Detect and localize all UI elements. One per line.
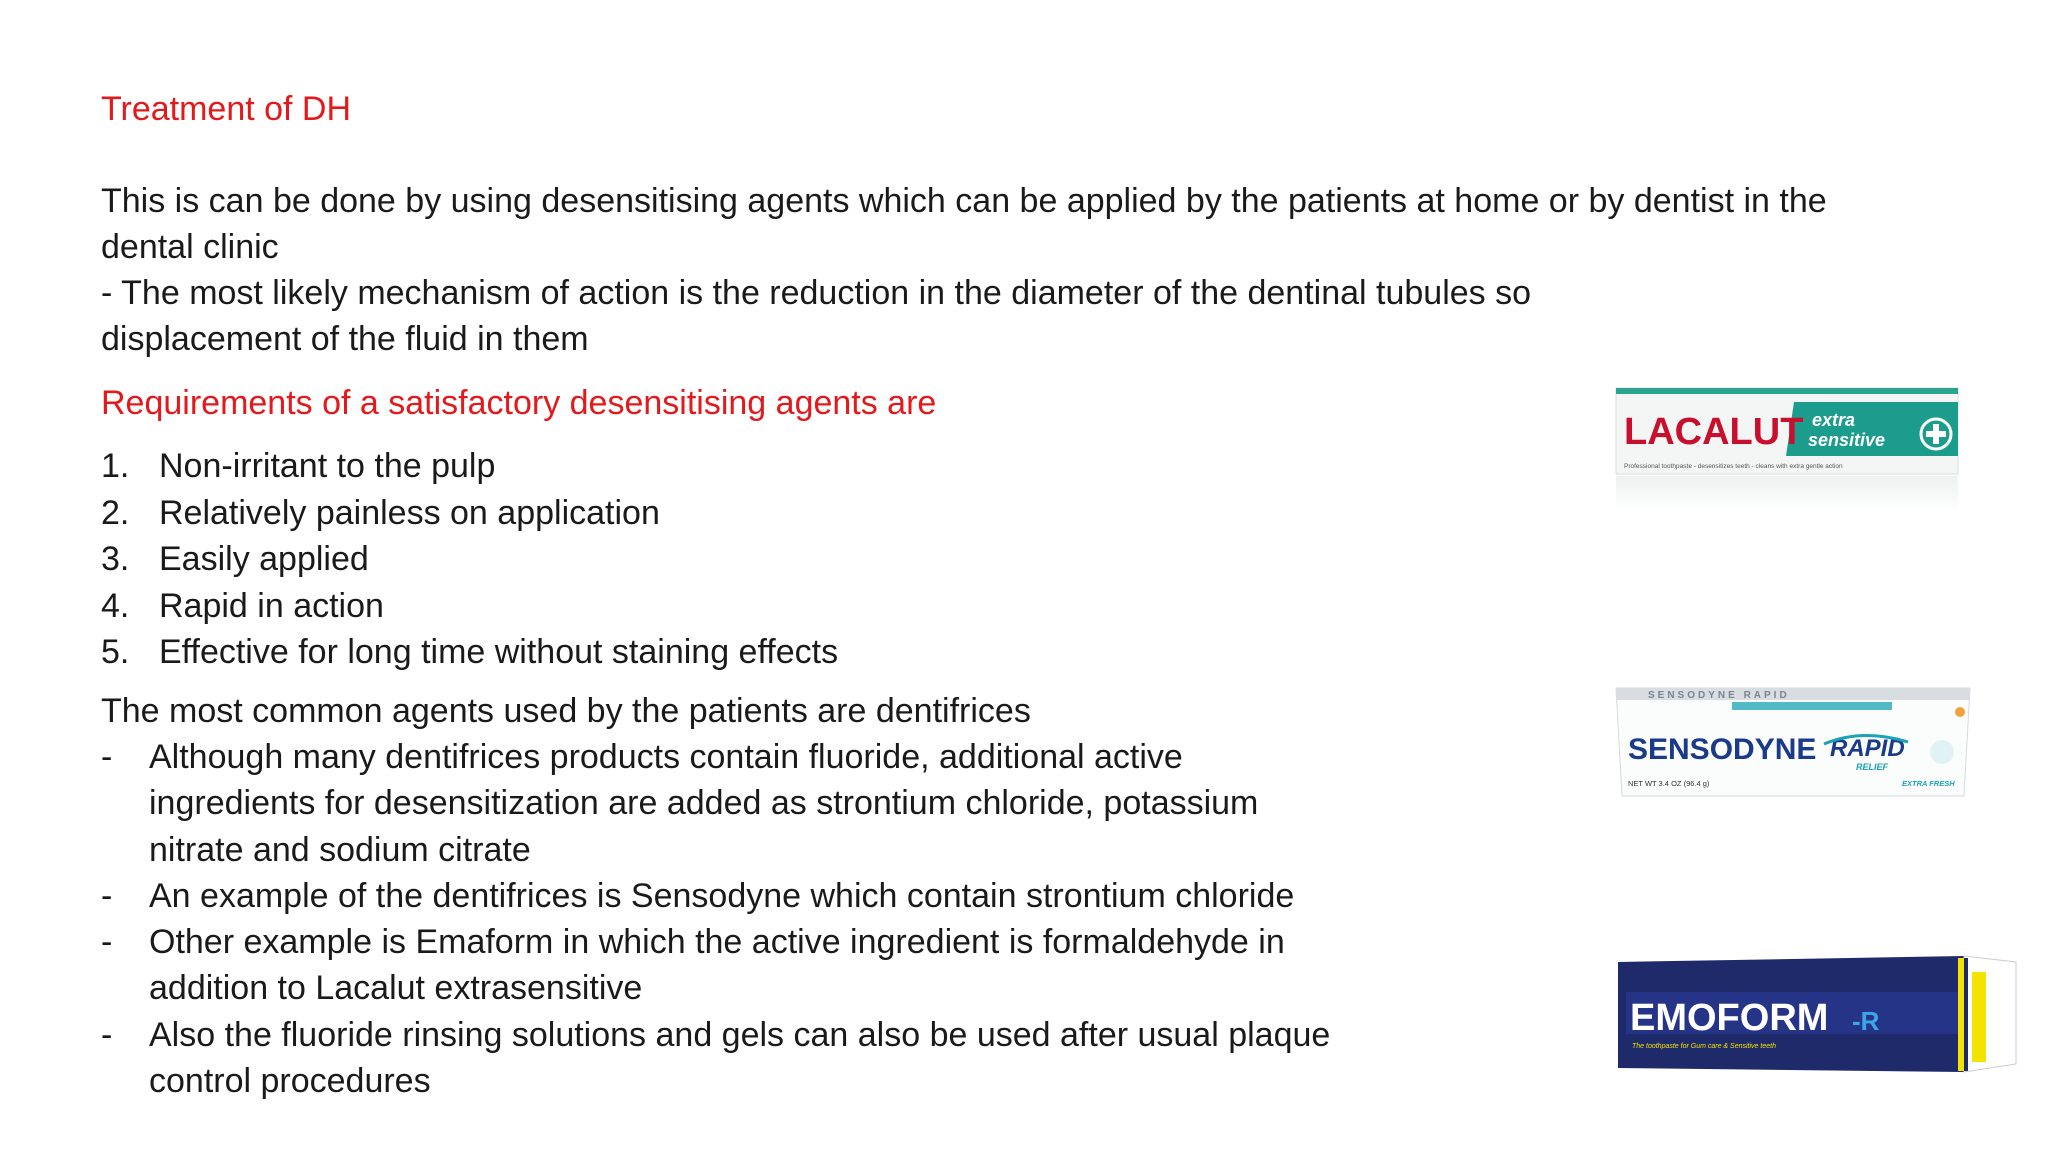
lacalut-top-stripe bbox=[1616, 388, 1958, 394]
emoform-suffix-text: -R bbox=[1852, 1006, 1880, 1036]
sensodyne-toothpaste-image bbox=[1612, 684, 1974, 800]
sensodyne-teal-strip bbox=[1732, 702, 1892, 710]
sensodyne-fresh-text: EXTRA FRESH bbox=[1902, 779, 1955, 788]
plus-icon-horizontal bbox=[1926, 431, 1946, 437]
agent-point-line: Although many dentifrices products contain fluoride, additional active bbox=[149, 738, 1183, 776]
dash-bullet: - bbox=[101, 738, 113, 776]
lacalut-extra-text: extra bbox=[1812, 410, 1856, 430]
agent-point bbox=[101, 734, 1401, 873]
sensodyne-brand-text: SENSODYNE bbox=[1628, 733, 1817, 766]
lacalut-brand-text: LACALUT bbox=[1624, 411, 1804, 453]
agents-list bbox=[101, 734, 1401, 1104]
agent-point bbox=[101, 873, 1401, 919]
requirement-text: Easily applied bbox=[159, 540, 369, 578]
emoform-blue-stripe bbox=[1964, 958, 1968, 1071]
emoform-subtext: The toothpaste for Gum care & Sensitive teeth bbox=[1632, 1043, 1776, 1050]
requirement-number: 4. bbox=[101, 586, 130, 625]
agent-point-line: nitrate and sodium citrate bbox=[149, 830, 531, 869]
requirement-number: 3. bbox=[101, 540, 130, 578]
requirement-number: 2. bbox=[101, 493, 130, 532]
requirement-item bbox=[101, 583, 838, 630]
agent-point bbox=[101, 1012, 1401, 1105]
agent-point-line: ingredients for desensitization are added as strontium chloride, potassium bbox=[149, 784, 1259, 823]
dash-bullet: - bbox=[101, 876, 113, 915]
intro-line: This is can be done by using desensitising agents which can be applied by the patients at home or by dentist in the bbox=[101, 182, 1827, 220]
lacalut-toothpaste-image bbox=[1612, 384, 1964, 514]
lacalut-sensitive-text: sensitive bbox=[1808, 430, 1886, 450]
intro-line: displacement of the fluid in them bbox=[101, 320, 589, 358]
sensodyne-relief-text: RELIEF bbox=[1856, 762, 1889, 772]
requirement-number: 5. bbox=[101, 633, 130, 671]
sensodyne-seal-icon bbox=[1955, 707, 1965, 717]
intro-line: dental clinic bbox=[101, 228, 279, 266]
requirement-item bbox=[101, 629, 838, 676]
dash-bullet: - bbox=[101, 923, 113, 962]
requirement-text: Rapid in action bbox=[159, 586, 384, 625]
requirement-text: Effective for long time without staining effects bbox=[159, 633, 839, 671]
intro-line: - The most likely mechanism of action is the reduction in the diameter of the dentinal tubules so bbox=[101, 274, 1532, 312]
sensodyne-top-text: SENSODYNE RAPID bbox=[1648, 690, 1790, 701]
agents-heading: The most common agents used by the patients are dentifrices bbox=[101, 692, 1031, 730]
lacalut-subtext: Professional toothpaste - desensitizes teeth - cleans with extra gentle action bbox=[1624, 463, 1843, 470]
sensodyne-weight-text: NET WT 3.4 OZ (96.4 g) bbox=[1628, 779, 1710, 788]
emoform-box-end bbox=[1964, 956, 2016, 1072]
agent-point-line: An example of the dentifrices is Sensodyne which contain strontium chloride bbox=[149, 876, 1295, 915]
agent-point-line: Also the fluoride rinsing solutions and gels can also be used after usual plaque bbox=[149, 1015, 1331, 1054]
requirement-text: Relatively painless on application bbox=[159, 493, 660, 532]
emoform-toothpaste-image bbox=[1612, 952, 2022, 1078]
requirement-text: Non-irritant to the pulp bbox=[159, 447, 496, 485]
agent-point bbox=[101, 919, 1401, 1012]
sensodyne-mint-icon bbox=[1930, 740, 1954, 764]
dash-bullet: - bbox=[101, 1015, 113, 1054]
slide-title: Treatment of DH bbox=[101, 90, 352, 128]
agent-point-line: Other example is Emaform in which the active ingredient is formaldehyde in bbox=[149, 923, 1285, 962]
agent-point-line: addition to Lacalut extrasensitive bbox=[149, 969, 643, 1008]
requirement-item bbox=[101, 536, 838, 583]
intro-text bbox=[101, 178, 1941, 362]
emoform-brand-text: EMOFORM bbox=[1630, 997, 1829, 1039]
requirements-heading: Requirements of a satisfactory desensitising agents are bbox=[101, 384, 937, 422]
lacalut-reflection-fade bbox=[1616, 476, 1958, 512]
requirement-item bbox=[101, 443, 838, 490]
sensodyne-rapid-text: RAPID bbox=[1830, 735, 1905, 762]
requirement-item bbox=[101, 490, 838, 537]
requirement-number: 1. bbox=[101, 447, 130, 485]
emoform-yellow-stripe bbox=[1958, 958, 1964, 1071]
agent-point-line: control procedures bbox=[149, 1062, 431, 1101]
requirements-list bbox=[101, 443, 838, 676]
emoform-end-stripe bbox=[1972, 972, 1986, 1062]
